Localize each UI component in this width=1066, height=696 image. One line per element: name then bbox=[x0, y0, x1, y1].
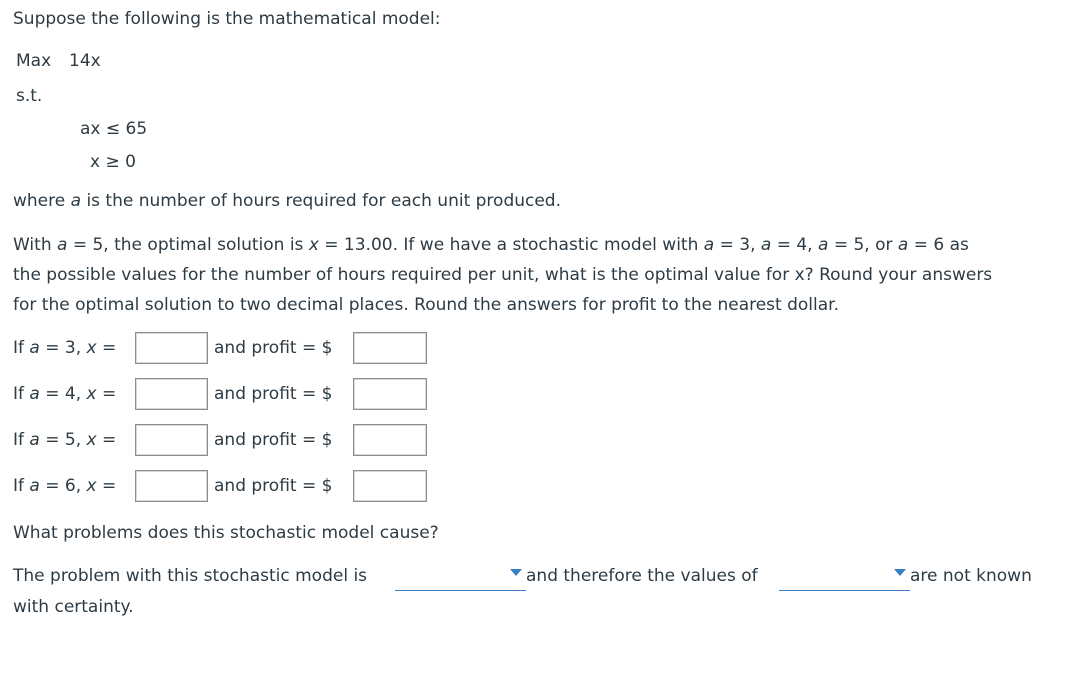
problems-question: What problems does this stochastic model cause? bbox=[13, 523, 439, 543]
final-text-post: are not known bbox=[910, 566, 1032, 586]
x-answer-input[interactable] bbox=[135, 470, 208, 502]
and-profit-label: and profit = $ bbox=[214, 338, 333, 358]
model-st-label: s.t. bbox=[16, 86, 43, 106]
chevron-down-icon bbox=[510, 569, 522, 576]
and-profit-label: and profit = $ bbox=[214, 384, 333, 404]
profit-answer-input[interactable] bbox=[353, 378, 427, 410]
x-answer-input[interactable] bbox=[135, 332, 208, 364]
x-answer-input[interactable] bbox=[135, 424, 208, 456]
row-label: If a = 3, x = bbox=[13, 338, 117, 358]
model-objective: 14x bbox=[69, 51, 101, 71]
final-text-mid: and therefore the values of bbox=[526, 566, 758, 586]
profit-answer-input[interactable] bbox=[353, 424, 427, 456]
row-label: If a = 6, x = bbox=[13, 476, 117, 496]
profit-answer-input[interactable] bbox=[353, 332, 427, 364]
question-line-1: With a = 5, the optimal solution is x = 13.00. If we have a stochastic model with a = 3, a = 4, a = 5, or a = 6 as bbox=[13, 235, 969, 255]
question-paragraph bbox=[13, 230, 1059, 320]
model-max-label: Max bbox=[16, 51, 52, 71]
and-profit-label: and profit = $ bbox=[214, 430, 333, 450]
where-text: where a is the number of hours required for each unit produced. bbox=[13, 191, 562, 211]
final-text-pre: The problem with this stochastic model is bbox=[13, 566, 368, 586]
model-constraint-2: x ≥ 0 bbox=[90, 152, 136, 172]
intro-text: Suppose the following is the mathematical model: bbox=[13, 9, 441, 29]
final-text-tail: with certainty. bbox=[13, 597, 134, 617]
profit-answer-input[interactable] bbox=[353, 470, 427, 502]
problem-dropdown[interactable] bbox=[395, 566, 526, 591]
x-answer-input[interactable] bbox=[135, 378, 208, 410]
row-label: If a = 5, x = bbox=[13, 430, 117, 450]
chevron-down-icon bbox=[894, 569, 906, 576]
row-label: If a = 4, x = bbox=[13, 384, 117, 404]
and-profit-label: and profit = $ bbox=[214, 476, 333, 496]
question-line-2: the possible values for the number of hours required per unit, what is the optimal value for x? Round your answers bbox=[13, 265, 993, 285]
model-constraint-1: ax ≤ 65 bbox=[80, 119, 148, 139]
question-line-3: for the optimal solution to two decimal places. Round the answers for profit to the nearest dollar. bbox=[13, 295, 839, 315]
values-dropdown[interactable] bbox=[779, 566, 910, 591]
